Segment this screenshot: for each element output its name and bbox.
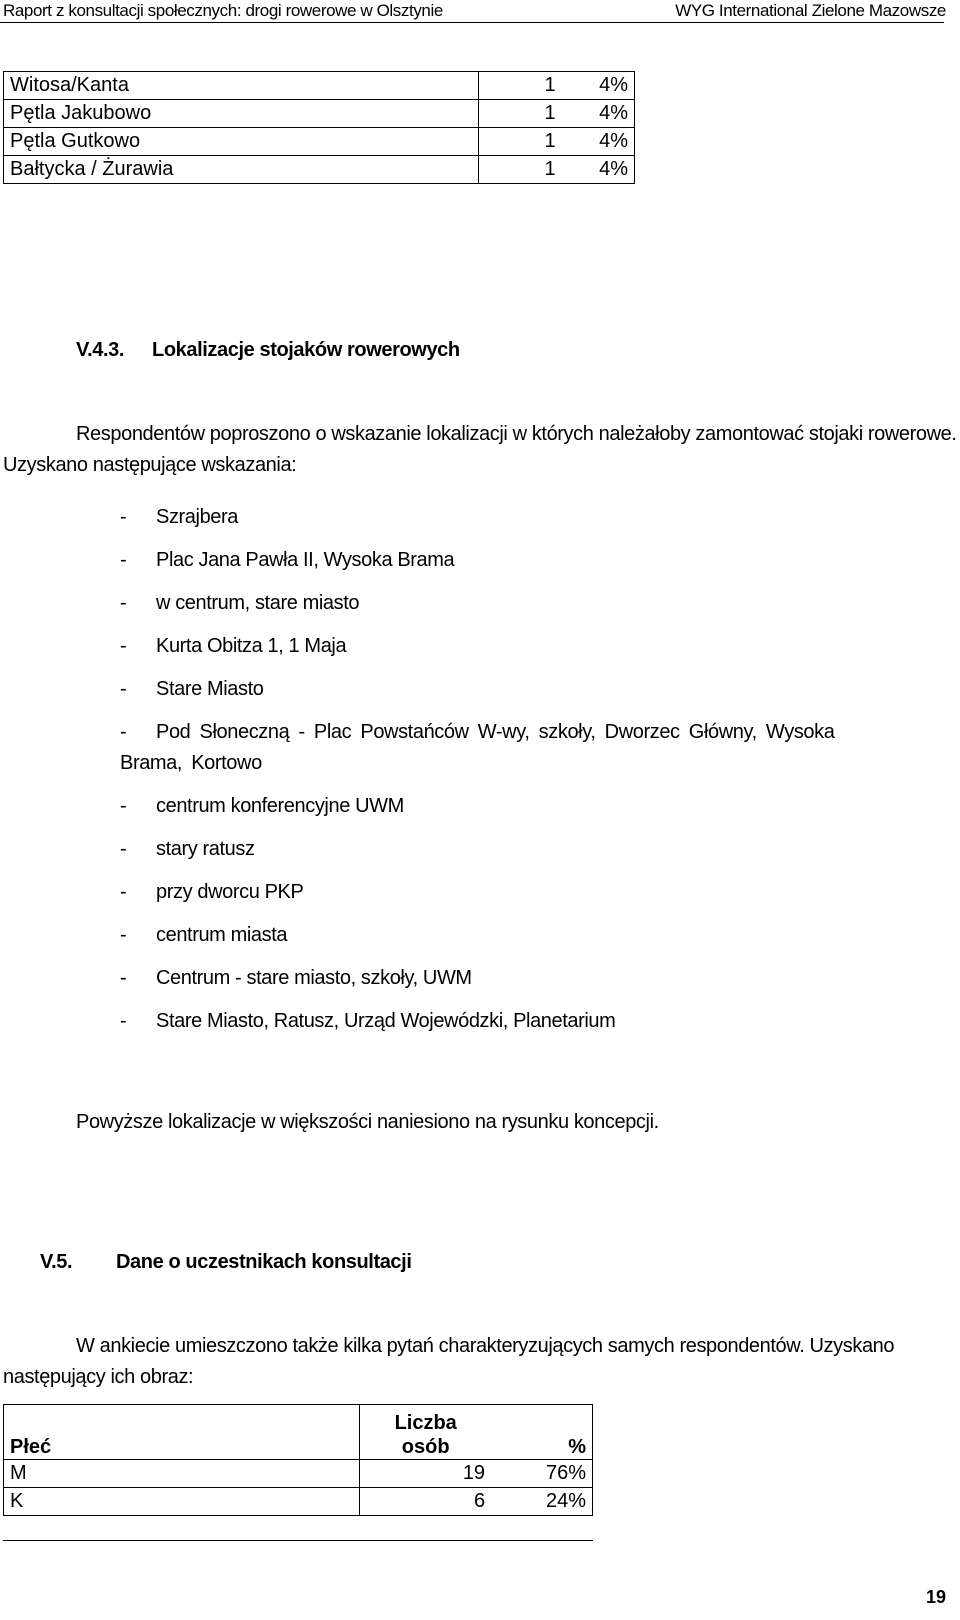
table-row [4,128,635,156]
list-item-text: stary ratusz [156,838,255,860]
header-authors: WYG International Zielone Mazowsze [675,1,946,20]
list-item-text: Plac Jana Pawła II, Wysoka Brama [156,549,455,571]
table-row [4,1488,593,1516]
list-item-text: Pod Słoneczną - Plac Powstańców W-wy, szkoły, Dworzec Główny, Wysoka Brama, Kortowo [120,721,835,774]
list-item [120,1006,880,1037]
stops-table [3,71,635,184]
stop-count: 1 [479,100,562,128]
table-row [4,100,635,128]
list-item [120,502,880,533]
list-item [120,791,880,822]
list-dash: - [120,967,127,989]
list-item-text: Centrum - stare miasto, szkoły, UWM [156,967,472,989]
section-5-intro-line1: W ankiecie umieszczono także kilka pytań charakteryzujących samych respondentów. Uzyskano [76,1335,895,1357]
page-number: 19 [925,1587,946,1607]
header-rule [0,22,944,23]
sex-label: K [4,1488,360,1516]
list-dash: - [120,678,127,700]
footer-rule [3,1540,593,1541]
list-item-text: Stare Miasto, Ratusz, Urząd Wojewódzki, Planetarium [156,1010,616,1032]
sex-percent: 24% [491,1488,592,1516]
stop-count: 1 [479,156,562,184]
section-5-number: V.5. [40,1251,73,1273]
header-report-title: Raport z konsultacji społecznych: drogi rowerowe w Olsztynie [3,1,443,20]
list-dash: - [120,506,127,528]
list-dash: - [120,1010,127,1032]
header-count [360,1405,491,1460]
header-percent: % [491,1405,592,1460]
section-5-intro-line2: następujący ich obraz: [3,1366,194,1388]
stop-percent: 4% [562,100,635,128]
stop-name: Pętla Gutkowo [4,128,479,156]
section-443-intro-line1: Respondentów poproszono o wskazanie lokalizacji w których należałoby zamontować stojaki rowerowe. [76,423,957,445]
list-item [120,920,880,951]
list-dash: - [120,838,127,860]
section-443-closing: Powyższe lokalizacje w większości naniesiono na rysunku koncepcji. [76,1111,659,1133]
list-item [120,545,880,576]
list-item-text: centrum miasta [156,924,288,946]
header-count-line1: Liczba [394,1412,457,1434]
list-item-text: Szrajbera [156,506,238,528]
stop-name: Pętla Jakubowo [4,100,479,128]
list-item [120,963,880,994]
list-dash: - [120,721,127,743]
stop-count: 1 [479,72,562,100]
list-dash: - [120,592,127,614]
table-header-row [4,1405,593,1460]
section-443-number: V.4.3. [76,339,125,361]
list-item-text: przy dworcu PKP [156,881,304,903]
stop-count: 1 [479,128,562,156]
header-sex: Płeć [4,1405,360,1460]
stop-percent: 4% [562,128,635,156]
list-dash: - [120,549,127,571]
stop-name: Bałtycka / Żurawia [4,156,479,184]
table-row [4,1460,593,1488]
list-item-text: centrum konferencyjne UWM [156,795,404,817]
list-item-text: w centrum, stare miasto [156,592,360,614]
list-item [120,674,880,705]
list-dash: - [120,795,127,817]
sex-label: M [4,1460,360,1488]
sex-count: 6 [360,1488,491,1516]
table-row [4,72,635,100]
section-443-title: Lokalizacje stojaków rowerowych [152,339,460,361]
sex-table [3,1404,593,1516]
sex-count: 19 [360,1460,491,1488]
stop-percent: 4% [562,156,635,184]
section-443-intro-line2: Uzyskano następujące wskazania: [3,454,297,476]
table-row [4,156,635,184]
list-item [120,588,880,619]
list-item-text: Kurta Obitza 1, 1 Maja [156,635,347,657]
stop-percent: 4% [562,72,635,100]
list-item [120,877,880,908]
list-dash: - [120,635,127,657]
list-dash: - [120,881,127,903]
list-item [120,717,860,779]
list-item [120,631,880,662]
list-dash: - [120,924,127,946]
stop-name: Witosa/Kanta [4,72,479,100]
list-item [120,834,880,865]
sex-percent: 76% [491,1460,592,1488]
section-5-title: Dane o uczestnikach konsultacji [116,1251,412,1273]
header-count-line2: osób [401,1436,450,1458]
list-item-text: Stare Miasto [156,678,264,700]
